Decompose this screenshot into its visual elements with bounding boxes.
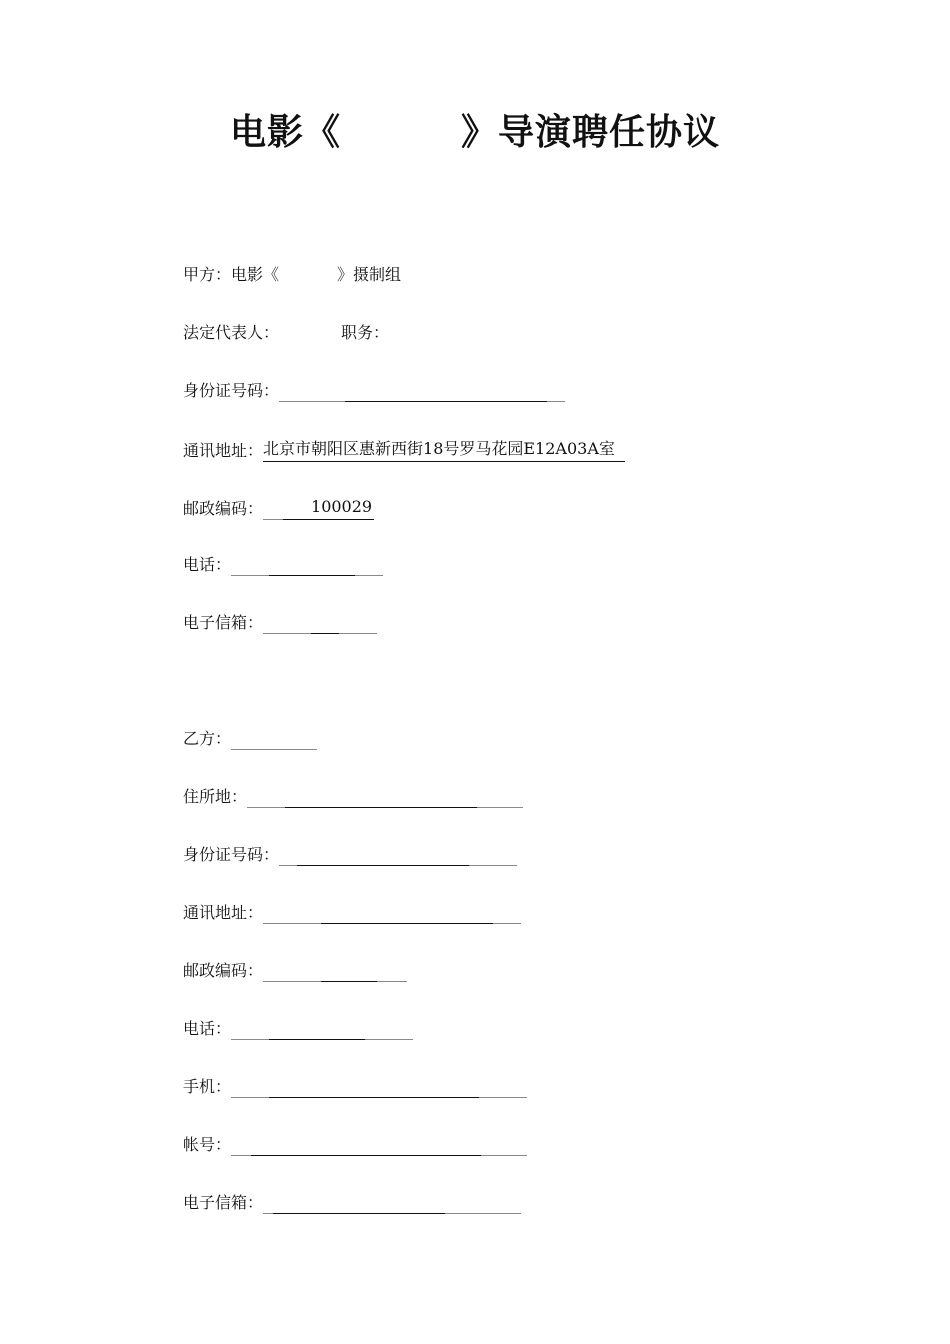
party-b-account-row — [183, 1134, 527, 1156]
party-a-phone-row — [183, 554, 383, 576]
party-b-residence-label: 住所地： — [183, 787, 248, 806]
party-a-phone-field[interactable] — [231, 558, 383, 576]
party-b-postcode-label: 邮政编码： — [183, 961, 264, 980]
party-b-row — [183, 728, 317, 750]
party-a-postcode-lead — [263, 502, 283, 520]
party-b-email-label: 电子信箱： — [183, 1193, 264, 1212]
party-b-label: 乙方： — [183, 729, 232, 748]
party-b-address-label: 通讯地址： — [183, 903, 264, 922]
title-right: 》导演聘任协议 — [461, 112, 721, 153]
party-a-id-field[interactable] — [279, 384, 565, 402]
party-a-address-row — [183, 438, 625, 462]
party-a-row — [183, 264, 401, 286]
party-b-postcode-row — [183, 960, 407, 982]
party-a-email-row — [183, 612, 377, 634]
party-a-postcode-row — [183, 496, 374, 520]
party-a-id-label: 身份证号码： — [183, 381, 280, 400]
party-a-name-right: 》摄制组 — [337, 265, 402, 284]
party-b-email-row — [183, 1192, 521, 1214]
party-b-mobile-row — [183, 1076, 527, 1098]
party-a-phone-label: 电话： — [183, 555, 232, 574]
party-a-email-label: 电子信箱： — [183, 613, 264, 632]
party-b-id-label: 身份证号码： — [183, 845, 280, 864]
party-a-postcode-value[interactable]: 100029 — [283, 496, 374, 520]
party-a-postcode-label: 邮政编码： — [183, 499, 264, 518]
party-a-rep-label: 法定代表人： — [183, 323, 280, 342]
party-b-address-field[interactable] — [263, 906, 521, 924]
party-a-email-field[interactable] — [263, 616, 377, 634]
party-a-address-label: 通讯地址： — [183, 441, 264, 460]
party-b-id-row — [183, 844, 517, 866]
party-b-residence-field[interactable] — [247, 790, 523, 808]
party-a-name-left: 电影《 — [231, 265, 280, 284]
party-a-id-row — [183, 380, 565, 402]
party-a-position-label: 职务： — [341, 323, 390, 342]
party-a-label: 甲方： — [183, 265, 232, 284]
party-b-phone-field[interactable] — [231, 1022, 413, 1040]
party-b-name-field[interactable] — [231, 732, 317, 750]
party-b-account-field[interactable] — [231, 1138, 527, 1156]
title-left: 电影《 — [229, 112, 341, 153]
party-b-mobile-field[interactable] — [231, 1080, 527, 1098]
party-b-phone-row — [183, 1018, 413, 1040]
party-b-id-field[interactable] — [279, 848, 517, 866]
party-b-mobile-label: 手机： — [183, 1077, 232, 1096]
party-a-address-value[interactable]: 北京市朝阳区惠新西街18号罗马花园E12A03A室 — [263, 438, 617, 462]
document-title — [0, 104, 950, 155]
party-b-residence-row — [183, 786, 523, 808]
party-a-address-trail — [617, 460, 625, 462]
party-b-account-label: 帐号： — [183, 1135, 232, 1154]
party-b-address-row — [183, 902, 521, 924]
party-a-rep-row — [183, 322, 389, 344]
party-b-email-field[interactable] — [263, 1196, 521, 1214]
party-b-phone-label: 电话： — [183, 1019, 232, 1038]
party-b-postcode-field[interactable] — [263, 964, 407, 982]
